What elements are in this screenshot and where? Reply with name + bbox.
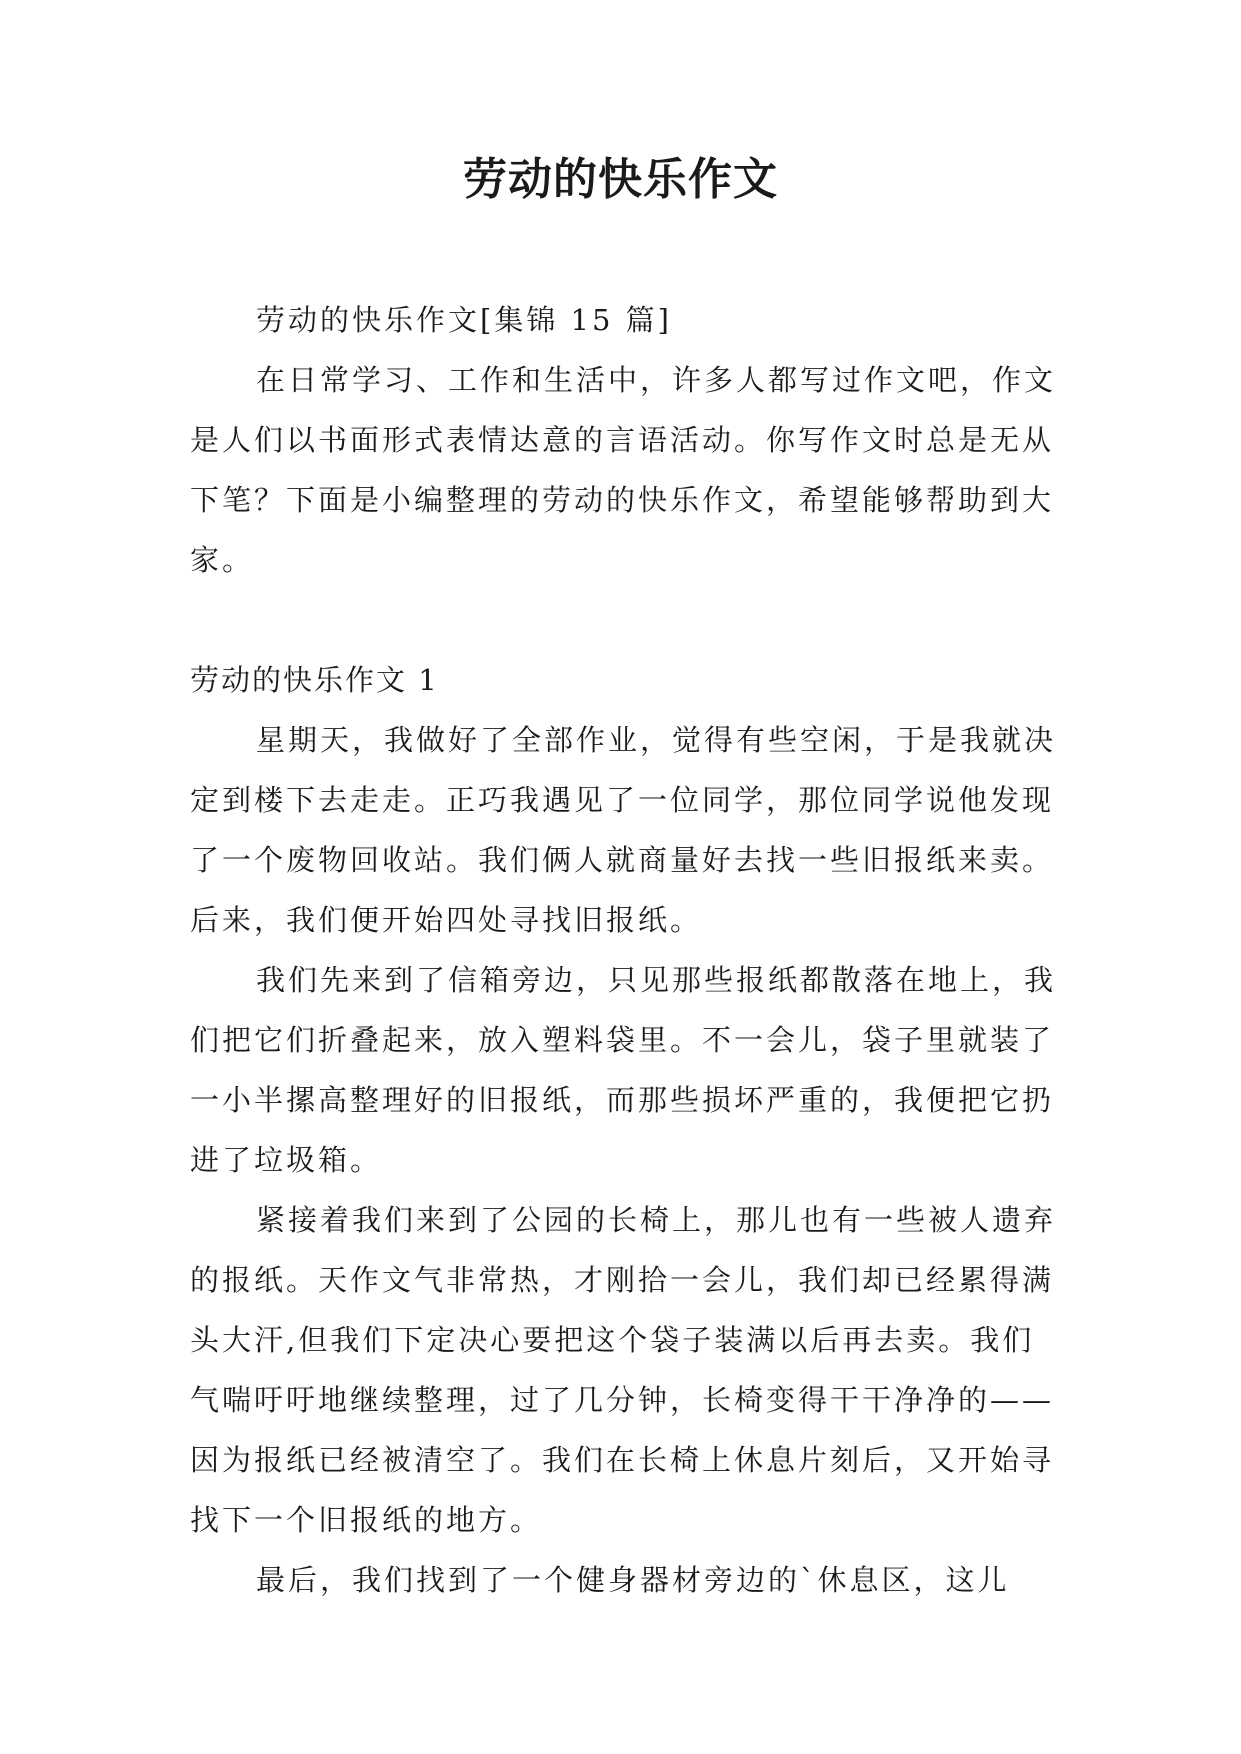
intro-paragraph: 在日常学习、工作和生活中，许多人都写过作文吧，作文是人们以书面形式表情达意的言语活动。你写作文时总是无从下笔？下面是小编整理的劳动的快乐作文，希望能够帮助到大家。 [190, 363, 1057, 577]
spacer [190, 590, 1060, 650]
body-paragraph: 最后，我们找到了一个健身器材旁边的`休息区，这儿 [256, 1563, 1010, 1597]
body-paragraph: 我们先来到了信箱旁边，只见那些报纸都散落在地上，我们把它们折叠起来，放入塑料袋里。不一会儿，袋子里就装了一小半摞高整理好的旧报纸，而那些损坏严重的，我便把它扔进了垃圾箱。 [190, 963, 1057, 1177]
body-paragraph: 星期天，我做好了全部作业，觉得有些空闲，于是我就决定到楼下去走走。正巧我遇见了一位同学，那位同学说他发现了一个废物回收站。我们俩人就商量好去找一些旧报纸来卖。后来，我们便开始四处寻找旧报纸。 [190, 723, 1057, 937]
body-paragraph: 紧接着我们来到了公园的长椅上，那儿也有一些被人遗弃的报纸。天作文气非常热，才刚拾一会儿，我们却已经累得满头大汗,但我们下定决心要把这个袋子装满以后再去卖。我们气喘吁吁地继续整理，过了几分钟，长椅变得干干净净的——因为报纸已经被清空了。我们在长椅上休息片刻后，又开始寻找下一个旧报纸的地方。 [190, 1203, 1057, 1537]
document-subtitle: 劳动的快乐作文[集锦 15 篇] [256, 303, 672, 337]
document-body [190, 290, 1060, 1610]
document-title: 劳动的快乐作文 [463, 154, 778, 205]
section-heading: 劳动的快乐作文 1 [190, 663, 439, 697]
